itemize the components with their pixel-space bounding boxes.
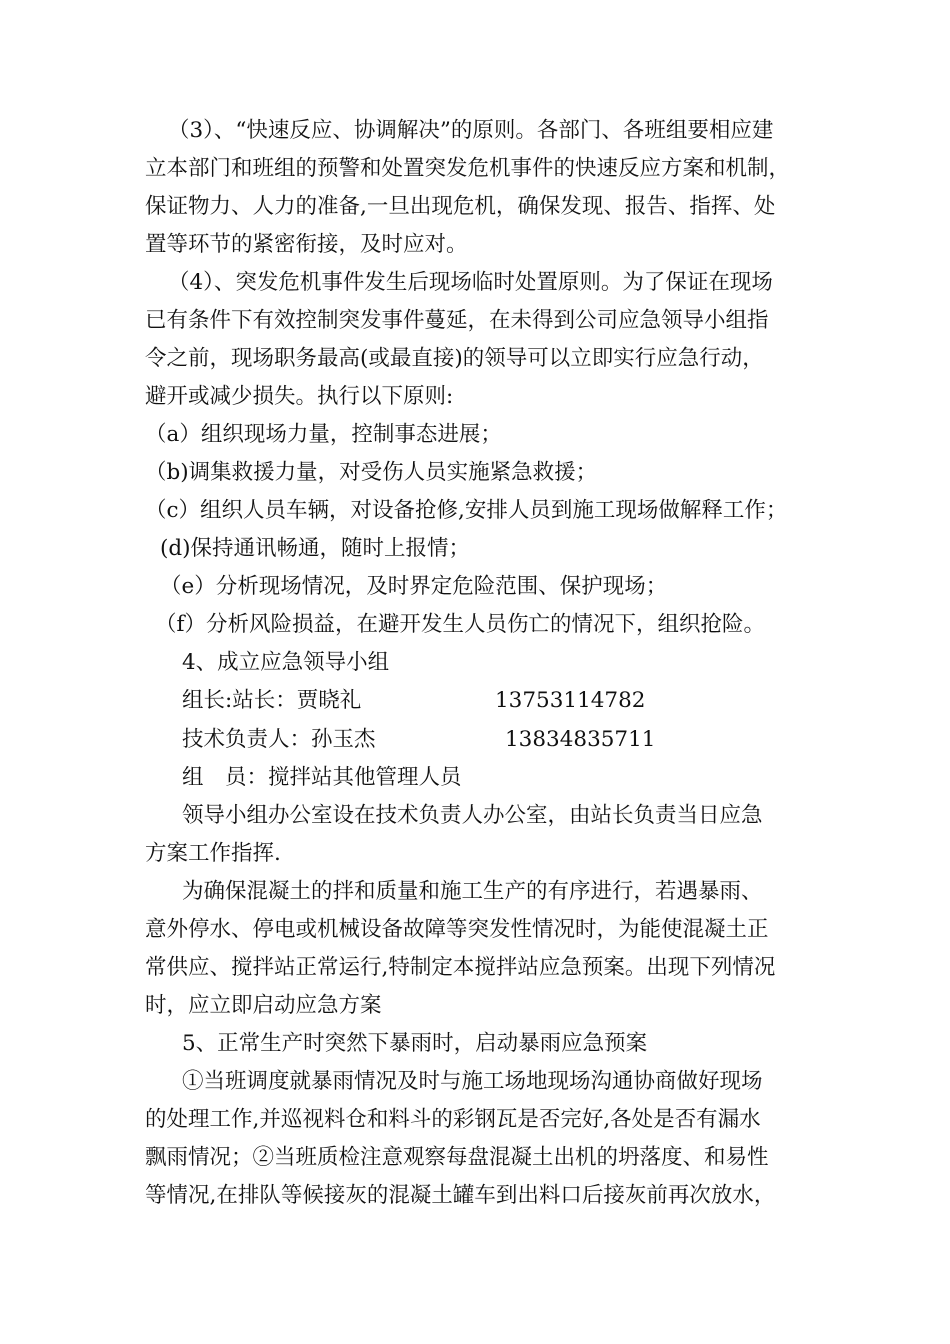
paragraph-3-line-1: （3）、“快速反应、协调解决”的原则。各部门、各班组要相应建 [168, 118, 774, 143]
rain-line-3: 飘雨情况；②当班质检注意观察每盘混凝土出机的坍落度、和易性 [145, 1145, 769, 1170]
principle-item-b: （b)调集救援力量，对受伤人员实施紧急救援； [145, 460, 598, 485]
principle-item-e: （e）分析现场情况，及时界定危险范围、保护现场； [160, 574, 668, 599]
members-label: 组 员：搅拌站其他管理人员 [182, 765, 462, 790]
purpose-line-4: 时，应立即启动应急方案 [145, 993, 382, 1018]
paragraph-3-line-2: 立本部门和班组的预警和处置突发危机事件的快速反应方案和机制， [145, 156, 791, 181]
tech-lead-phone: 13834835711 [505, 727, 656, 752]
paragraph-4-line-1: （4）、突发危机事件发生后现场临时处置原则。为了保证在现场 [168, 270, 773, 295]
leader-phone: 13753114782 [495, 688, 646, 713]
principle-item-c: （c）组织人员车辆，对设备抢修,安排人员到施工现场做解释工作； [145, 498, 788, 523]
principle-item-a: （a）组织现场力量，控制事态进展； [145, 422, 502, 447]
paragraph-4-line-2: 已有条件下有效控制突发事件蔓延，在未得到公司应急领导小组指 [145, 308, 769, 333]
purpose-line-3: 常供应、搅拌站正常运行,特制定本搅拌站应急预案。出现下列情况 [145, 955, 776, 980]
section-4-heading: 4、成立应急领导小组 [182, 650, 390, 675]
paragraph-3-line-3: 保证物力、人力的准备,一旦出现危机，确保发现、报告、指挥、处 [145, 194, 776, 219]
leader-label: 组长:站长：贾晓礼 [182, 688, 362, 713]
purpose-line-2: 意外停水、停电或机械设备故障等突发性情况时，为能使混凝土正 [145, 917, 769, 942]
office-line-2: 方案工作指挥. [145, 841, 281, 866]
section-5-heading: 5、正常生产时突然下暴雨时，启动暴雨应急预案 [182, 1031, 648, 1056]
purpose-line-1: 为确保混凝土的拌和质量和施工生产的有序进行，若遇暴雨、 [182, 879, 763, 904]
principle-item-d: (d)保持通讯畅通，随时上报情； [160, 536, 471, 561]
rain-line-1: ①当班调度就暴雨情况及时与施工场地现场沟通协商做好现场 [182, 1069, 763, 1094]
paragraph-3-line-4: 置等环节的紧密衔接，及时应对。 [145, 232, 468, 257]
rain-line-4: 等情况,在排队等候接灰的混凝土罐车到出料口后接灰前再次放水， [145, 1183, 776, 1208]
paragraph-4-line-4: 避开或减少损失。执行以下原则: [145, 384, 454, 409]
principle-item-f: （f）分析风险损益，在避开发生人员伤亡的情况下，组织抢险。 [155, 612, 765, 637]
paragraph-4-line-3: 令之前，现场职务最高(或最直接)的领导可以立即实行应急行动， [145, 346, 764, 371]
rain-line-2: 的处理工作,并巡视料仓和料斗的彩钢瓦是否完好,各处是否有漏水 [145, 1107, 761, 1132]
office-line-1: 领导小组办公室设在技术负责人办公室，由站长负责当日应急 [182, 803, 763, 828]
tech-lead-label: 技术负责人：孙玉杰 [182, 727, 376, 752]
